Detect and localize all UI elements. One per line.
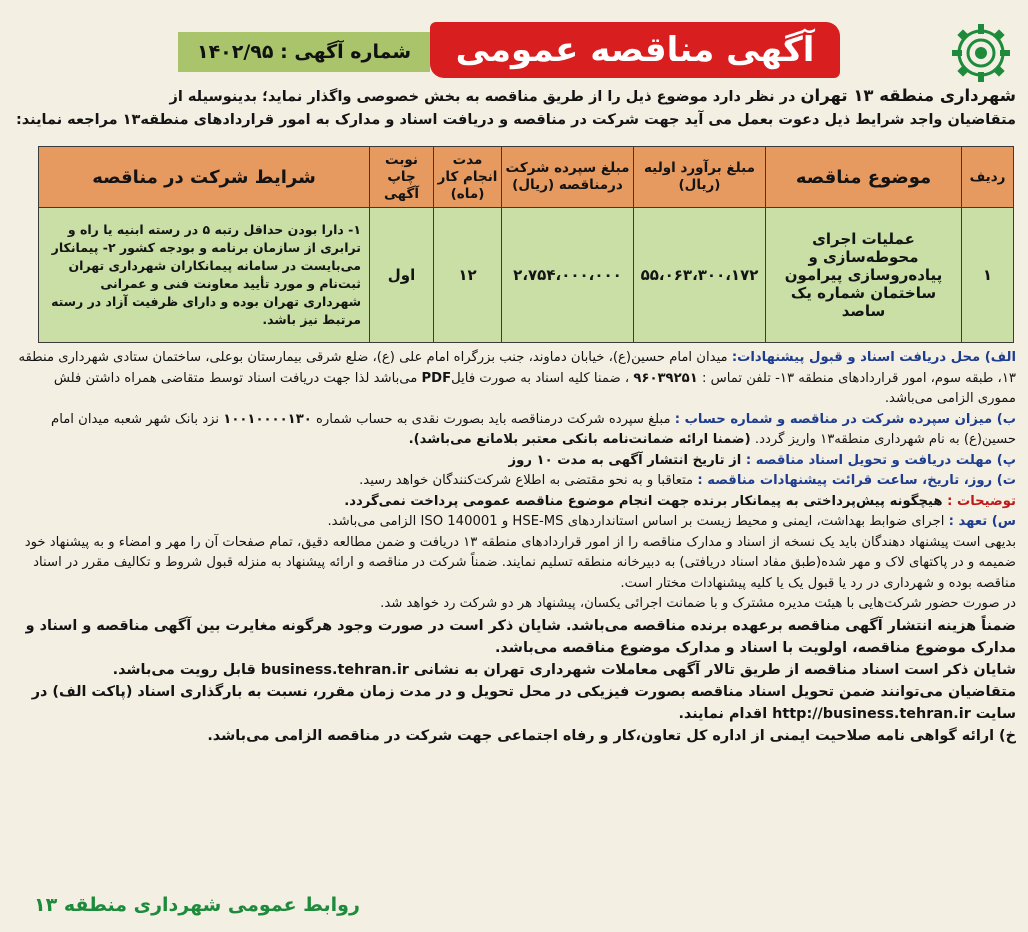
section-a-text-1: میدان امام حسین(ع)، خیابان دماوند، جنب بزرگراه امام علی (ع)، ضلع شرقی بیمارستان بوعلی، ساختمان ستادی شهرداری منطقه ۱۳، طبقه سوم، امور قراردادهای منطقه ۱۳- تلفن تماس : — [18, 350, 1016, 386]
organization-name: شهرداری منطقه ۱۳ تهران — [800, 86, 1016, 105]
cell-deposit: ۲،۷۵۴،۰۰۰،۰۰۰ — [502, 208, 634, 343]
cell-print-round: اول — [370, 208, 434, 343]
ad-number: ۱۴۰۲/۹۵ — [196, 41, 274, 63]
section-a-text-2: ، ضمنا کلیه اسناد به صورت فایل — [451, 370, 634, 386]
header-row-number: ردیف — [962, 147, 1014, 208]
header-duration: مدت انجام کار (ماه) — [434, 147, 502, 208]
paragraph-4-text-2: قابل رویت می‌باشد. — [112, 661, 261, 678]
notes-text: هیچگونه پیش‌پرداختی به پیمانکار برنده جهت انجام موضوع مناقصه عمومی پرداخت نمی‌گردد. — [344, 493, 948, 509]
section-t — [14, 471, 1016, 492]
header-print-round: نوبت چاپ آگهی — [370, 147, 434, 208]
cell-estimate: ۵۵،۰۶۳،۳۰۰،۱۷۲ — [634, 208, 766, 343]
intro-line-1: در نظر دارد موضوع ذیل را از طریق مناقصه به بخش خصوصی واگذار نماید؛ بدینوسیله از — [169, 89, 801, 105]
section-kh: خ) ارائه گواهی نامه صلاحیت ایمنی از اداره کل تعاون،کار و رفاه اجتماعی جهت شرکت در مناقصه الزامی می‌باشد. — [207, 727, 1016, 744]
section-t-label: ت) روز، تاریخ، ساعت قرائت پیشنهادات مناقصه : — [697, 473, 1016, 488]
paragraph-1: بدیهی است پیشنهاد دهندگان باید یک نسخه از اسناد و مدارک مناقصه را از امور قراردادهای منطقه ۱۳ دریافت و ضمن مطالعه دقیق، تمام صفحات آن را مهر و امضاء و به پیشنهاد خود ضمیمه و در پاکتهای لاک و مهر شده(طبق مفاد اسناد دریافتی) به دبیرخانه منطقه تسلیم نمایند. ضمناً شرکت در مناقصه و ارائه پیشنهاد به منزله قبول شروط و تکالیف مقرر در اسناد مناقصه بوده و شهرداری در رد یا قبول یک یا کلیه پیشنهادات مختار است. — [24, 534, 1016, 591]
cell-subject: عملیات اجرای محوطه‌سازی و پیاده‌روسازی پیرامون ساختمان شماره یک ساصد — [766, 208, 962, 343]
business-url-link[interactable]: http://business.tehran.ir — [772, 705, 971, 722]
standard-iso: ISO 140001 — [420, 514, 498, 529]
notice-title: آگهی مناقصه عمومی — [430, 22, 840, 78]
section-a — [14, 348, 1016, 410]
standard-hse: HSE-MS — [512, 514, 564, 529]
section-p — [14, 451, 1016, 472]
business-site-link[interactable]: business.tehran.ir — [260, 661, 409, 678]
public-relations-signature: روابط عمومی شهرداری منطقه ۱۳ — [34, 894, 360, 916]
section-p-text: از تاریخ انتشار آگهی به مدت ۱۰ روز — [508, 452, 746, 468]
section-a-text-3: می‌باشد لذا جهت دریافت اسناد توسط متقاضی همراه داشتن فلش مموری الزامی می‌باشد. — [53, 370, 1016, 406]
ad-number-label: شماره آگهی : — [280, 41, 412, 63]
tehran-municipality-logo-icon — [952, 24, 1010, 82]
notes-label: توضیحات : — [947, 493, 1016, 509]
intro-paragraph — [12, 84, 1016, 132]
cell-duration: ۱۲ — [434, 208, 502, 343]
tender-table — [38, 146, 1014, 343]
header-conditions: شرایط شرکت در مناقصه — [39, 147, 370, 208]
notice-header — [170, 20, 960, 82]
table-header-row — [39, 147, 1014, 208]
section-s — [14, 512, 1016, 533]
table-row — [39, 208, 1014, 343]
section-s-text-2: الزامی می‌باشد. — [327, 514, 421, 529]
paragraph-3: ضمناً هزینه انتشار آگهی مناقصه برعهده برنده مناقصه می‌باشد. شایان ذکر است در صورت وجود هرگونه مغایرت بین آگهی مناقصه و اسناد و مدارک موضوع مناقصه، اولویت با اسناد و مدارک موضوع مناقصه می‌باشد. — [25, 617, 1016, 656]
paragraph-4 — [14, 659, 1016, 681]
section-b-label: ب) میزان سپرده شرکت در مناقصه و شماره حساب : — [674, 411, 1016, 427]
pdf-label: PDF — [421, 370, 452, 386]
notes-section — [14, 492, 1016, 513]
intro-line-2: متقاضیان واجد شرایط ذیل دعوت بعمل می آید جهت شرکت در مناقصه و دریافت اسناد و مدارک به امور قراردادهای منطقه۱۳ مراجعه نمایند: — [15, 112, 1016, 128]
section-b — [14, 410, 1016, 451]
phone-number: ۹۶۰۳۹۲۵۱ — [633, 370, 698, 386]
ad-number-box — [178, 32, 430, 72]
section-s-and: و — [497, 514, 513, 529]
paragraph-5-text-1: متقاضیان می‌توانند ضمن تحویل اسناد مناقصه بصورت فیزیکی در محل تحویل و در مدت زمان مقرر، نسبت به بارگذاری اسناد (پاکت الف) در سایت — [31, 683, 1016, 722]
paragraph-5 — [14, 681, 1016, 725]
header-estimate: مبلغ برآورد اولیه (ریال) — [634, 147, 766, 208]
cell-conditions: ۱- دارا بودن حداقل رتبه ۵ در رسته ابنیه یا راه و ترابری از سازمان برنامه و بودجه کشور ۲- پیمانکار می‌بایست در سامانه پیمانکاران شهرداری تهران ثبت‌نام و مورد تأیید معاونت فنی و عمرانی شهرداری تهران بوده و دارای ظرفیت آزاد در رسته مرتبط نیز باشد. — [39, 208, 370, 343]
paragraph-4-text-1: شایان ذکر است اسناد مناقصه از طریق تالار آگهی معاملات شهرداری تهران به نشانی — [408, 661, 1016, 678]
section-t-text: متعاقبا و به نحو مقتضی به اطلاع شرکت‌کنندگان خواهد رسید. — [359, 473, 698, 488]
header-deposit: مبلغ سپرده شرکت درمناقصه (ریال) — [502, 147, 634, 208]
cell-row-number: ۱ — [962, 208, 1014, 343]
section-s-label: س) تعهد : — [948, 514, 1016, 529]
paragraph-5-text-2: اقدام نمایند. — [678, 705, 773, 722]
section-a-label: الف) محل دریافت اسناد و قبول پیشنهادات: — [731, 350, 1016, 365]
paragraph-2: در صورت حضور شرکت‌هایی با هیئت مدیره مشترک و با ضمانت اجرائی یکسان، پیشنهاد هر دو شرکت رد خواهد شد. — [380, 596, 1016, 611]
section-b-text-1: مبلغ سپرده شرکت درمناقصه باید بصورت نقدی به حساب شماره — [311, 411, 675, 427]
section-s-text-1: اجرای ضوابط بهداشت، ایمنی و محیط زیست بر اساس استانداردهای — [563, 514, 949, 529]
section-p-label: پ) مهلت دریافت و تحویل اسناد مناقصه : — [745, 452, 1016, 468]
guarantee-note: (ضمنا ارائه ضمانت‌نامه بانکی معتبر بلامانع می‌باشد). — [408, 432, 751, 447]
account-number: ۱۰۰۱۰۰۰۰۱۳۰ — [223, 411, 312, 427]
section-b-text-2: نزد بانک شهر شعبه میدان امام حسین(ع) به نام شهرداری منطقه۱۳ واریز گردد. — [51, 411, 1016, 447]
header-subject: موضوع مناقصه — [766, 147, 962, 208]
notice-body — [14, 348, 1016, 747]
